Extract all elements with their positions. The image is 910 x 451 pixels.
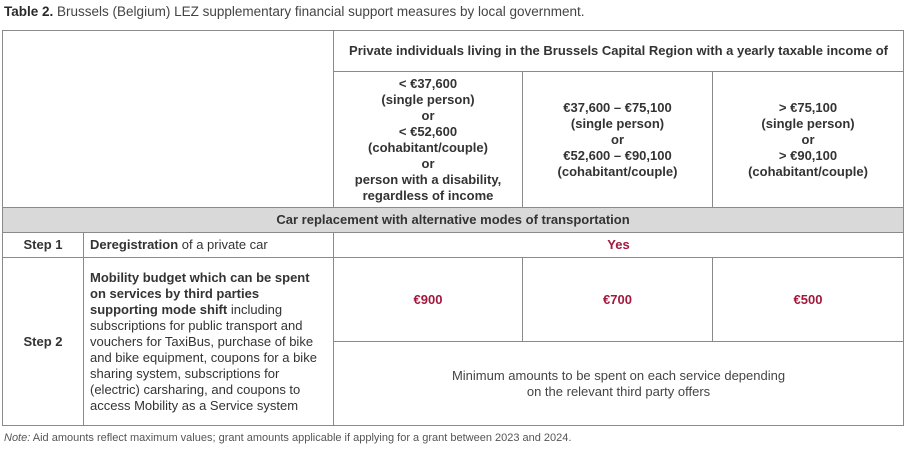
step-2-amount-3: €500	[713, 258, 904, 342]
income-col-1-header	[334, 72, 523, 208]
caption-text: Brussels (Belgium) LEZ supplementary financial support measures by local government.	[53, 4, 585, 19]
income-group-header: Private individuals living in the Brussels Capital Region with a yearly taxable income of	[334, 31, 904, 72]
header-line: < €52,600	[398, 123, 458, 139]
header-line: > €90,100	[778, 147, 838, 163]
header-line: (single person)	[381, 91, 475, 107]
header-line: or	[611, 131, 624, 147]
header-line: regardless of income	[362, 187, 494, 203]
note-text: Aid amounts reflect maximum values; grant amounts applicable if applying for a grant between 2023 and 2024.	[30, 432, 572, 444]
step-2-description	[84, 258, 334, 426]
empty-corner-cell	[3, 31, 334, 208]
step-1-description	[84, 233, 334, 258]
income-col-3-header	[713, 72, 904, 208]
header-line: (cohabitant/couple)	[748, 163, 868, 179]
header-line: (cohabitant/couple)	[557, 163, 678, 179]
support-measures-table	[2, 30, 904, 426]
caption-label: Table 2.	[4, 4, 54, 19]
header-line: or	[421, 155, 435, 171]
step-1-value: Yes	[334, 233, 904, 258]
header-line: > €75,100	[778, 99, 838, 115]
step-2-label: Step 2	[3, 258, 84, 426]
note-label: Note:	[4, 432, 31, 444]
header-line: (single person)	[570, 115, 665, 131]
step-1-label: Step 1	[3, 233, 84, 258]
step-2-desc-rest: including subscriptions for public transport and vouchers for TaxiBus, purchase of bike and bike equipment, coupons for a bike sharing system, subscriptions for (electric) carsharing, and coupons to access Mobility as a Service system	[90, 301, 317, 413]
section-header: Car replacement with alternative modes of transportation	[3, 208, 904, 233]
header-line: €37,600 – €75,100	[563, 99, 672, 115]
header-line: or	[801, 131, 815, 147]
header-line: (single person)	[761, 115, 855, 131]
income-col-2-header	[523, 72, 713, 208]
step-2-amount-1: €900	[334, 258, 523, 342]
minimum-amount-note: Minimum amounts to be spent on each service depending on the relevant third party offers	[334, 342, 904, 426]
header-line: (cohabitant/couple)	[368, 139, 488, 155]
step-2-amount-2: €700	[523, 258, 713, 342]
step-1-desc-rest: of a private car	[178, 237, 268, 252]
table-caption	[4, 4, 585, 19]
header-line: person with a disability,	[354, 171, 502, 187]
header-line: < €37,600	[398, 75, 458, 91]
header-line: €52,600 – €90,100	[563, 147, 672, 163]
table-note	[4, 432, 571, 444]
step-2-desc-bold: Mobility budget which can be spent on services by third parties supporting mode shift	[90, 269, 310, 317]
step-1-desc-bold: Deregistration	[90, 237, 179, 252]
header-line: or	[421, 107, 435, 123]
